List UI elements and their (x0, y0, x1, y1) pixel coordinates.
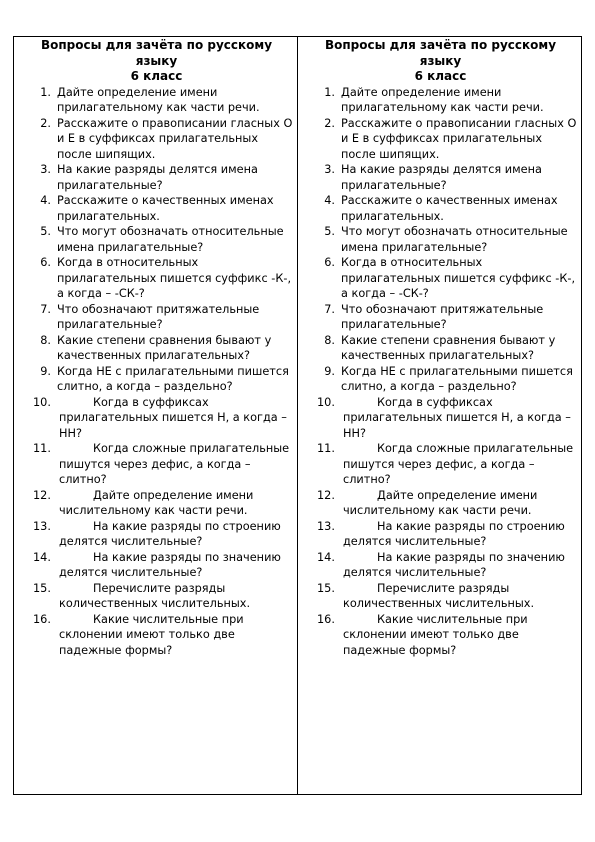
question-number: 14. (317, 550, 335, 564)
question-text: На какие разряды делятся имена прилагательные? (341, 163, 542, 192)
question-item (19, 441, 294, 488)
question-number: 12. (317, 488, 335, 502)
question-item (19, 255, 294, 302)
question-item (19, 333, 294, 364)
question-item (19, 612, 294, 659)
question-text: Какие числительные при склонении имеют только две падежные формы? (59, 612, 244, 657)
question-number: 13. (33, 519, 51, 533)
question-number: 15. (33, 581, 51, 595)
question-text: Когда в суффиксах прилагательных пишется Н, а когда – НН? (343, 395, 571, 440)
question-item (303, 395, 578, 442)
question-number: 14. (33, 550, 51, 564)
question-text: Дайте определение имени числительному как части речи. (59, 488, 254, 517)
card-title (303, 38, 578, 85)
question-number: 2. (40, 116, 51, 130)
question-number: 8. (324, 333, 335, 347)
question-text: Дайте определение имени прилагательному как части речи. (341, 85, 544, 114)
question-item (303, 162, 578, 193)
question-item (303, 224, 578, 255)
card-grade: 6 класс (414, 69, 467, 83)
question-number: 1. (324, 85, 335, 99)
question-text: Что обозначают притяжательные прилагательные? (57, 302, 260, 331)
question-number: 5. (40, 225, 51, 238)
question-text: Когда в относительных прилагательных пишется суффикс -К-, а когда – -СК-? (341, 256, 576, 300)
question-text: Когда в суффиксах прилагательных пишется Н, а когда – НН? (59, 395, 287, 440)
question-item (303, 364, 578, 395)
question-item (19, 162, 294, 193)
question-sheet (13, 36, 582, 795)
question-number: 12. (33, 488, 51, 502)
question-text: На какие разряды по строению делятся числительные? (59, 519, 281, 548)
question-text: Расскажите о правописании гласных О и Е в суффиксах прилагательных после шипящих. (341, 116, 577, 161)
question-number: 15. (317, 581, 335, 595)
question-item (19, 193, 294, 224)
question-text: Какие степени сравнения бывают у качественных прилагательных? (57, 333, 272, 362)
question-text: На какие разряды делятся имена прилагательные? (57, 163, 258, 192)
question-number: 7. (324, 302, 335, 316)
question-number: 5. (324, 225, 335, 238)
question-text: Дайте определение имени прилагательному как части речи. (57, 85, 260, 114)
question-number: 4. (40, 194, 51, 207)
question-number: 10. (33, 395, 51, 409)
question-item (303, 488, 578, 519)
question-item (19, 85, 294, 116)
question-item (303, 519, 578, 550)
question-item (303, 85, 578, 116)
question-number: 10. (317, 395, 335, 409)
question-item (19, 581, 294, 612)
question-number: 7. (40, 302, 51, 316)
question-text: Когда в относительных прилагательных пишется суффикс -К-, а когда – -СК-? (57, 256, 292, 300)
question-text: Какие степени сравнения бывают у качественных прилагательных? (341, 333, 556, 362)
question-item (303, 333, 578, 364)
question-number: 11. (317, 442, 335, 455)
question-item (303, 441, 578, 488)
question-text: Когда сложные прилагательные пишутся через дефис, а когда – слитно? (343, 442, 574, 486)
question-item (303, 550, 578, 581)
question-item (303, 302, 578, 333)
question-number: 16. (33, 612, 51, 626)
question-item (303, 255, 578, 302)
question-text: Что обозначают притяжательные прилагательные? (341, 302, 544, 331)
card-title-line: Вопросы для зачёта по русскому (324, 38, 557, 52)
question-item (303, 581, 578, 612)
question-text: На какие разряды по значению делятся числительные? (343, 550, 565, 579)
question-item (19, 302, 294, 333)
question-text: Перечислите разряды количественных числительных. (59, 581, 251, 610)
question-number: 3. (40, 163, 51, 176)
question-text: Что могут обозначать относительные имена прилагательные? (341, 225, 568, 254)
question-number: 6. (40, 256, 51, 269)
question-number: 13. (317, 519, 335, 533)
card-title-line: языку (419, 53, 462, 68)
question-text: Когда сложные прилагательные пишутся через дефис, а когда – слитно? (59, 442, 290, 486)
question-text: Что могут обозначать относительные имена прилагательные? (57, 225, 284, 254)
question-text: Расскажите о качественных именах прилагательных. (57, 194, 274, 223)
question-number: 4. (324, 194, 335, 207)
question-number: 2. (324, 116, 335, 130)
question-text: Какие числительные при склонении имеют только две падежные формы? (343, 612, 528, 657)
question-number: 8. (40, 333, 51, 347)
question-item (19, 224, 294, 255)
question-text: Когда НЕ с прилагательными пишется слитно, а когда – раздельно? (341, 364, 573, 393)
question-text: Когда НЕ с прилагательными пишется слитно, а когда – раздельно? (57, 364, 289, 393)
question-number: 3. (324, 163, 335, 176)
question-text: Расскажите о качественных именах прилагательных. (341, 194, 558, 223)
question-item (19, 519, 294, 550)
question-number: 6. (324, 256, 335, 269)
question-text: Расскажите о правописании гласных О и Е в суффиксах прилагательных после шипящих. (57, 116, 293, 161)
question-number: 11. (33, 442, 51, 455)
question-text: На какие разряды по строению делятся числительные? (343, 519, 565, 548)
question-card-left (14, 37, 297, 794)
question-list (19, 85, 294, 659)
question-item (19, 395, 294, 442)
card-grade: 6 класс (130, 69, 183, 83)
question-text: Перечислите разряды количественных числительных. (343, 581, 535, 610)
question-item (303, 116, 578, 163)
question-number: 1. (40, 85, 51, 99)
question-list (303, 85, 578, 659)
question-item (19, 550, 294, 581)
question-number: 9. (40, 364, 51, 378)
question-item (19, 116, 294, 163)
question-item (19, 364, 294, 395)
question-number: 9. (324, 364, 335, 378)
question-item (19, 488, 294, 519)
question-item (303, 193, 578, 224)
question-text: На какие разряды по значению делятся числительные? (59, 550, 281, 579)
question-card-right (297, 37, 581, 794)
card-title (19, 38, 294, 85)
card-title-line: языку (135, 53, 178, 68)
question-item (303, 612, 578, 659)
question-number: 16. (317, 612, 335, 626)
question-text: Дайте определение имени числительному как части речи. (343, 488, 538, 517)
card-title-line: Вопросы для зачёта по русскому (40, 38, 273, 52)
